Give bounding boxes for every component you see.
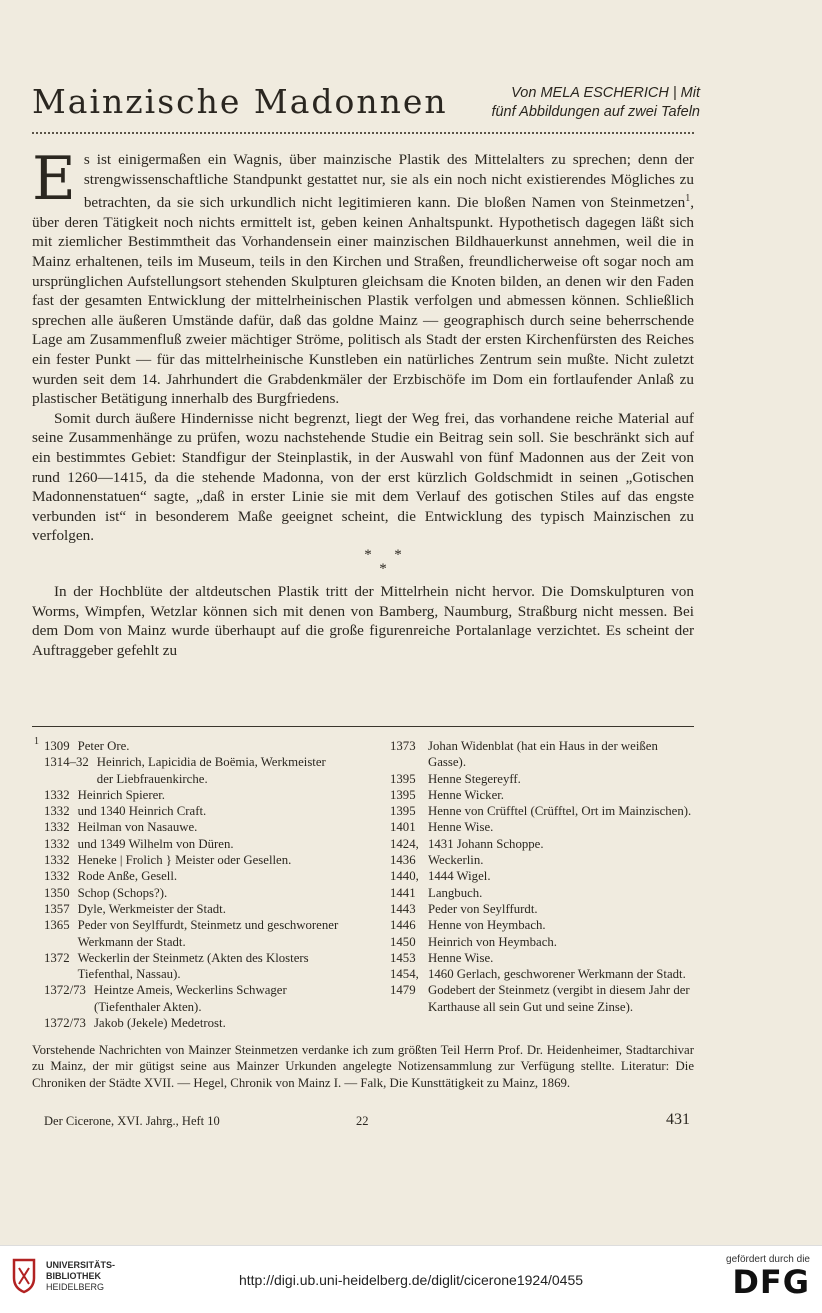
journal-reference: Der Cicerone, XVI. Jahrg., Heft 10 [44,1114,220,1128]
footnote-year: 1332 [44,787,70,802]
footnote-year: 1372/73 [44,1016,86,1031]
footnote-text: Peter Ore. [77,739,130,753]
footnote-text: Peder von Seylffurdt. [428,901,538,916]
drop-cap: E [32,144,76,214]
title-rule [32,132,694,134]
footnote-text: Henne von Heymbach. [428,918,546,933]
footnote-list-right [390,738,694,1015]
footnote-entry [44,819,344,835]
footnote-year: 1332 [44,820,70,835]
footnote-text: Jakob (Jekele) Medetrost. [93,1016,226,1031]
footnote-text: Dyle, Werkmeister der Stadt. [77,901,226,916]
footnote-entry [390,771,694,787]
footnote-text: Johan Widenblat (hat ein Haus in der weißen Gasse). [428,739,658,770]
article-body [32,144,694,660]
byline [440,84,700,122]
footnote-year: 1395 [390,771,416,786]
footnote-year: 1332 [44,836,70,851]
footnote-entry [44,787,344,803]
footnote-rule [32,726,694,727]
viewer-bottom-bar [0,1245,822,1313]
footnote-entry [44,1015,344,1031]
footnote-text: Peder von Seylffurdt, Steinmetz und geschworener Werkmann der Stadt. [77,918,339,949]
footnote-year: 1332 [44,853,70,868]
footnote-entry [390,852,694,868]
footnote-text: Henne von Crüfftel (Crüfftel, Ort im Mainzischen). [428,804,692,819]
footnote-text: Weckerlin der Steinmetz (Akten des Klosters Tiefenthal, Nassau). [77,950,309,982]
footnote-year: 1357 [44,901,70,916]
section-stars: * * * [364,546,402,577]
footnote-year: 1350 [44,885,70,900]
footnote-text: Heinrich von Heymbach. [428,934,557,949]
footnote-entry [44,836,344,852]
article-title: Mainzische Madonnen [32,82,448,121]
footnote-text: und 1340 Heinrich Craft. [77,804,207,819]
footnote-text: Heinrich Spierer. [77,787,166,802]
footnote-entry [390,917,694,933]
footnote-text: Langbuch. [428,885,483,900]
footnote-entry [390,885,694,901]
paragraph-2: Somit durch äußere Hindernisse nicht begrenzt, liegt der Weg frei, das vorhandene reiche Material auf seine Zusammenhänge zu prüfen, wozu nachstehende Studie ein Beitrag sein soll. Sie beschränkt sich auf ein bestimmtes Gebiet: Standfigur der Steinplastik, in der Auswahl von fünf Madonnen aus der Zeit von rund 1260—1415, da die stehende Madonna, von der erst kürzlich Goldschmidt in seinen „Gotischen Madonnenstatuen“ sagte, „daß in erster Linie sie mit dem Verlauf des gotischen Stiles auf das engste verbunden ist“ in besonderem Maße geeignet scheint, die Entwicklung des typisch Mainzischen zu verfolgen. [32,409,694,545]
footnote-entry [44,868,344,884]
library-name: UNIVERSITÄTS- BIBLIOTHEK HEIDELBERG [46,1259,116,1292]
footnote-text: Weckerlin. [428,853,484,868]
footnote-entry [390,787,694,803]
footnote-entry [390,982,694,1015]
footnote-text: 1444 Wigel. [428,869,491,884]
footnote-text: Heintze Ameis, Weckerlins Schwager (Tiefenthaler Akten). [93,983,287,1014]
footnote-year: 1309 [44,739,70,753]
footnote-year: 1446 [390,918,416,933]
footnote-text: Henne Wise. [428,950,494,965]
footnote-entry [44,950,344,983]
byline-illustrations: fünf Abbildungen auf zwei Tafeln [491,104,700,120]
footnote-year: 1332 [44,804,70,819]
footnote-entry [44,754,344,787]
paragraph-1: Es ist einigermaßen ein Wagnis, über mainzische Plastik des Mittelalters zu sprechen; denn der strengwissenschaftliche Standpunkt gestattet nur, sie als ein noch nicht existierendes Mögliches zu betrachten, da sie sich urkundlich nicht legitimieren kann. Die bloßen Namen von Steinmetzen$^1$, über deren Tätigkeit noch nichts ermittelt ist, geben keinen Anhaltspunkt. Hypothetisch dagegen läßt sich mit ziemlicher Bestimmtheit das Vorhandensein einer mainzischen Bildhauerkunst annehmen, weil die in Mainz erhaltenen, teils im Museum, teils in den Kirchen und Straßen, freundlicherweise oft sogar noch am ursprünglichen Aufstellungsort stehenden Skulpturen gleichsam die Knoten bilden, an denen wir den Faden fast der gesamten Entwicklung der mittelrheinischen Plastik verfolgen und abmessen können. Schließlich sprechen alle äußeren Umstände dafür, daß das goldne Mainz — geographisch durch seine beherrschende Lage am Zusammenfluß zweier mächtiger Ströme, politisch als Stadt der ersten Kirchenfürsten des Reiches ein fester Punkt — für das mittelrheinische Kunstleben ein natürliches Zentrum sein mußte. Nicht zuletzt wurden seit dem 14. Jahrhundert die Grabdenkmäler der Erzbischöfe im Dom ein fortlaufender Anlaß zu plastischer Betätigung innerhalb des Burgfriedens. [32,144,694,408]
footnote-text: Henne Wicker. [428,787,504,802]
footnote-text: Heinrich, Lapicidia de Boëmia, Werkmeister der Liebfrauenkirche. [96,755,326,786]
footnote-text: 1431 Johann Schoppe. [428,836,544,851]
footnote-year: 1479 [390,983,416,998]
footnote-entry [44,738,344,754]
dfg-logo: DFG [732,1263,810,1301]
paragraph-3: In der Hochblüte der altdeutschen Plastik tritt der Mittelrhein nicht hervor. Die Domskulpturen von Worms, Wimpfen, Wetzlar können sich mit denen von Bamberg, Naumburg, Straßburg nicht messen. Bei dem Dom von Mainz wurde überhaupt auf die große figurenreiche Portalanlage verzichtet. Es scheint der Auftraggeber gefehlt zu [32,582,694,659]
footnote-entry [390,803,694,819]
footnote-year: 1395 [390,804,416,819]
funder-label: gefördert durch die [726,1254,810,1265]
footnote-text: und 1349 Wilhelm von Düren. [77,836,234,851]
footnote-entry [44,917,344,950]
footnote-entry [390,868,694,884]
footnote-text: Schop (Schops?). [77,885,168,900]
footnote-year: 1332 [44,869,70,884]
footnote-entry [44,885,344,901]
page-number: 431 [666,1111,690,1128]
footnote-entry [44,982,344,1015]
footnote-entry [390,819,694,835]
footnote-year: 1372/73 [44,983,86,998]
footnote-entry [390,934,694,950]
footnote-text: Heilman von Nasauwe. [77,820,198,835]
footnote-marker: 1 [34,736,39,747]
permalink-url[interactable]: http://digi.ub.uni-heidelberg.de/diglit/cicerone1924/0455 [238,1272,584,1288]
footnote-year: 1314–32 [44,755,89,770]
footnote-entry [390,836,694,852]
footnote-text: Godebert der Steinmetz (vergibt in diesem Jahr der Karthause all sein Gut und seine Zinse). [428,983,690,1014]
footnote-year: 1401 [390,820,416,835]
footnote-year: 1440, [390,869,419,884]
footnote-year: 1365 [44,918,70,933]
footnote-entry [390,738,694,771]
footnote-year: 1372 [44,950,70,965]
footnote-year: 1453 [390,950,416,965]
footnote-year: 1443 [390,901,416,916]
footnote-text: Heneke | Frolich } Meister oder Gesellen. [77,853,292,868]
footnote-year: 1424, [390,836,419,851]
footnote-entry [390,966,694,982]
footnote-entry [44,803,344,819]
footnote-text: Henne Stegereyff. [428,771,521,786]
footnote-entry [44,901,344,917]
footnote-text: Henne Wise. [428,820,494,835]
footnote-entry [44,852,344,868]
footnote-year: 1373 [390,739,416,753]
footnote-year: 1441 [390,885,416,900]
footnote-text: Rode Anße, Gesell. [77,869,178,884]
footnote-entry [390,901,694,917]
footnote-list-left [44,738,344,1031]
footnote-ref[interactable]: 1 [685,193,691,205]
footnote-year: 1454, [390,967,419,982]
footnote-year: 1395 [390,787,416,802]
sheet-number: 22 [356,1114,369,1128]
funder-logo[interactable] [726,1254,810,1299]
footnote-year: 1436 [390,853,416,868]
footnote-text: 1460 Gerlach, geschworener Werkmann der Stadt. [428,967,686,982]
byline-author: Von MELA ESCHERICH | Mit [511,85,700,101]
footnote-year: 1450 [390,934,416,949]
footnote-entry [390,950,694,966]
footnote-note: Vorstehende Nachrichten von Mainzer Steinmetzen verdanke ich zum größten Teil Herrn Prof. Dr. Heidenheimer, Stadtarchivar zu Mainz, der mir gütigst seine aus Mainzer Urkunden angelegte Notizensammlung zur Verfügung stellte. Literatur: Die Chroniken der Städte XVII. — Hegel, Chronik von Mainz I. — Falk, Die Kunsttätigkeit zu Mainz, 1869. [32,1043,694,1090]
